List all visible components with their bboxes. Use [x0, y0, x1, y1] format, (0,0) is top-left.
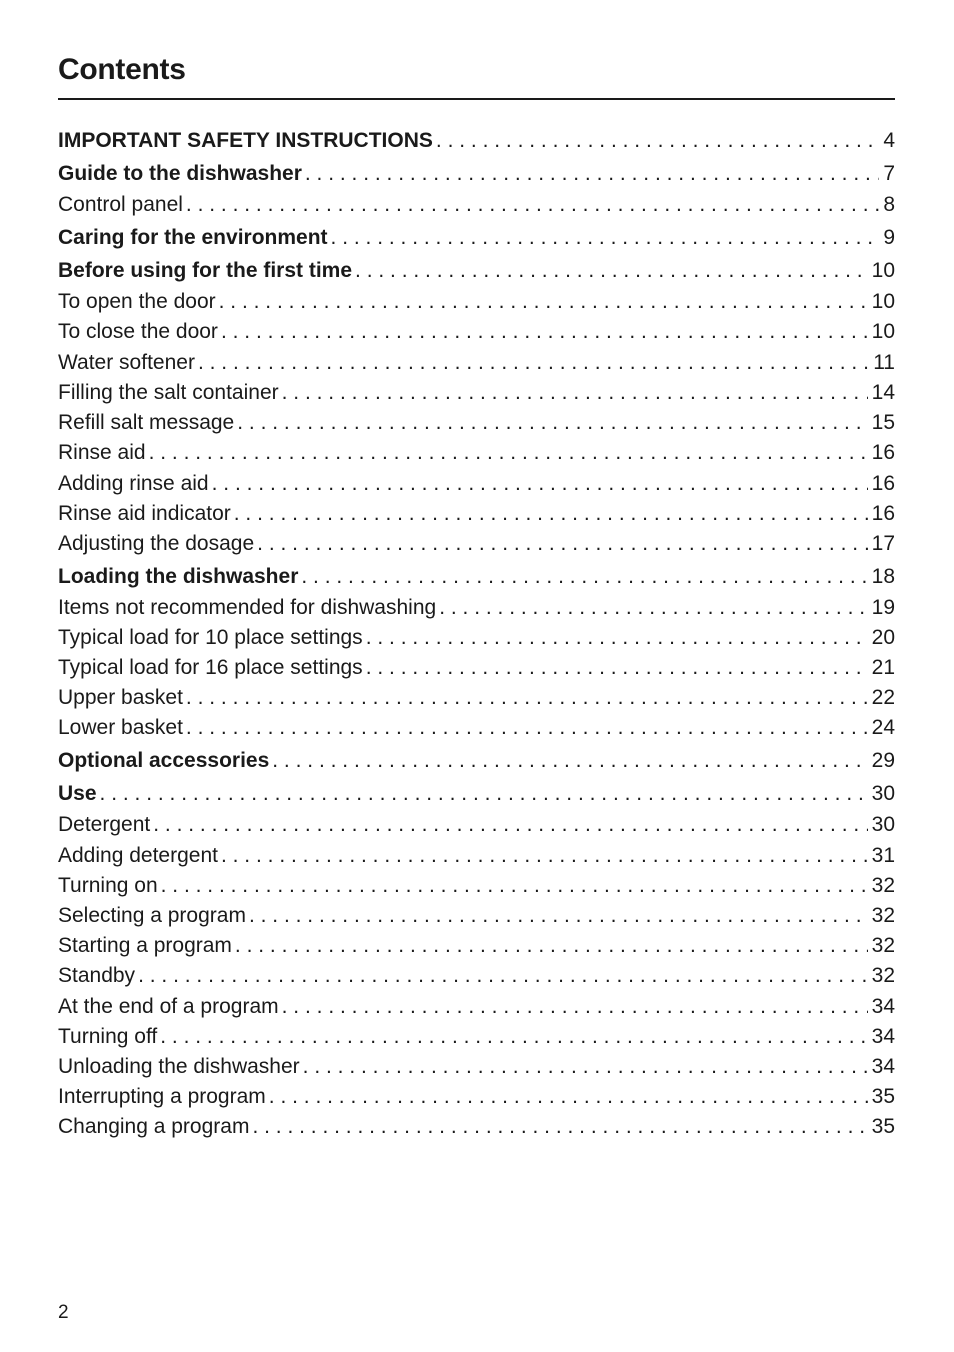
toc-entry[interactable]	[58, 469, 895, 499]
toc-entry-label: At the end of a program	[58, 995, 279, 1018]
dot-leader	[234, 499, 868, 529]
dot-leader	[303, 1052, 868, 1082]
toc-entry-label: Typical load for 16 place settings	[58, 656, 363, 679]
toc-entry-page: 19	[871, 596, 895, 619]
toc-entry-label: Selecting a program	[58, 904, 246, 927]
dot-leader	[355, 256, 868, 286]
toc-entry-page: 18	[871, 565, 895, 588]
toc-entry[interactable]	[58, 1082, 895, 1112]
toc-entry-page: 32	[871, 904, 895, 927]
dot-leader	[221, 841, 868, 871]
toc-entry-page: 9	[883, 226, 895, 249]
dot-leader	[186, 190, 879, 220]
toc-entry[interactable]	[58, 348, 895, 378]
toc-entry[interactable]	[58, 159, 895, 189]
toc-entry-label: Control panel	[58, 193, 183, 216]
toc-entry-page: 10	[871, 320, 895, 343]
toc-entry[interactable]	[58, 746, 895, 776]
toc-entry[interactable]	[58, 1022, 895, 1052]
dot-leader	[331, 223, 880, 253]
toc-entry-label: To open the door	[58, 290, 216, 313]
toc-entry-page: 16	[871, 441, 895, 464]
toc-entry-page: 21	[871, 656, 895, 679]
toc-entry[interactable]	[58, 256, 895, 286]
toc-entry-page: 17	[871, 532, 895, 555]
dot-leader	[366, 623, 868, 653]
toc-entry-page: 24	[871, 716, 895, 739]
dot-leader	[198, 348, 869, 378]
dot-leader	[439, 593, 867, 623]
toc-entry-label: Adjusting the dosage	[58, 532, 255, 555]
toc-entry-label: Loading the dishwasher	[58, 565, 299, 588]
dot-leader	[138, 961, 868, 991]
toc-entry-page: 35	[871, 1085, 895, 1108]
dot-leader	[301, 562, 867, 592]
toc-entry[interactable]	[58, 1112, 895, 1142]
page-number: 2	[58, 1302, 69, 1323]
dot-leader	[269, 1082, 868, 1112]
toc-entry-page: 8	[883, 193, 895, 216]
toc-entry-label: Lower basket	[58, 716, 183, 739]
toc-entry[interactable]	[58, 931, 895, 961]
dot-leader	[149, 438, 868, 468]
dot-leader	[153, 810, 867, 840]
toc-entry[interactable]	[58, 841, 895, 871]
dot-leader	[249, 901, 868, 931]
title-divider	[58, 98, 895, 100]
dot-leader	[305, 159, 879, 189]
toc-entry-label: Filling the salt container	[58, 381, 279, 404]
toc-entry[interactable]	[58, 713, 895, 743]
dot-leader	[219, 287, 868, 317]
toc-entry-page: 34	[871, 995, 895, 1018]
dot-leader	[161, 871, 868, 901]
toc-entry-page: 14	[871, 381, 895, 404]
toc-entry[interactable]	[58, 683, 895, 713]
dot-leader	[221, 317, 868, 347]
dot-leader	[100, 779, 868, 809]
dot-leader	[186, 683, 868, 713]
toc-entry-page: 31	[871, 844, 895, 867]
toc-entry-page: 15	[871, 411, 895, 434]
toc-entry-label: Guide to the dishwasher	[58, 162, 302, 185]
toc-entry[interactable]	[58, 529, 895, 559]
toc-entry-label: IMPORTANT SAFETY INSTRUCTIONS	[58, 129, 433, 152]
toc-entry-label: Caring for the environment	[58, 226, 328, 249]
toc-entry-page: 20	[871, 626, 895, 649]
toc-entry[interactable]	[58, 1052, 895, 1082]
toc-entry-label: Unloading the dishwasher	[58, 1055, 300, 1078]
toc-entry-label: Changing a program	[58, 1115, 250, 1138]
toc-entry-label: Rinse aid indicator	[58, 502, 231, 525]
toc-entry-label: Starting a program	[58, 934, 232, 957]
toc-entry-label: Turning on	[58, 874, 158, 897]
toc-entry-page: 30	[871, 782, 895, 805]
toc-entry-page: 35	[871, 1115, 895, 1138]
toc-entry[interactable]	[58, 871, 895, 901]
toc-entry-page: 10	[871, 290, 895, 313]
dot-leader	[282, 378, 868, 408]
toc-entry-label: Interrupting a program	[58, 1085, 266, 1108]
toc-entry[interactable]	[58, 499, 895, 529]
toc-entry-label: Turning off	[58, 1025, 158, 1048]
toc-entry-label: Typical load for 10 place settings	[58, 626, 363, 649]
dot-leader	[160, 1022, 867, 1052]
toc-entry[interactable]	[58, 408, 895, 438]
toc-entry-label: Adding rinse aid	[58, 472, 209, 495]
toc-entry-page: 32	[871, 964, 895, 987]
toc-entry-label: Upper basket	[58, 686, 183, 709]
toc-entry[interactable]	[58, 961, 895, 991]
toc-entry-page: 16	[871, 502, 895, 525]
page-title: Contents	[58, 53, 186, 86]
toc-entry[interactable]	[58, 126, 895, 156]
toc-entry-page: 16	[871, 472, 895, 495]
toc-entry[interactable]	[58, 190, 895, 220]
dot-leader	[212, 469, 868, 499]
dot-leader	[237, 408, 867, 438]
toc-entry-page: 22	[871, 686, 895, 709]
toc-entry-label: Before using for the first time	[58, 259, 353, 282]
toc-entry-page: 32	[871, 934, 895, 957]
toc-entry-label: Items not recommended for dishwashing	[58, 596, 437, 619]
toc-entry[interactable]	[58, 438, 895, 468]
toc-entry-page: 10	[871, 259, 895, 282]
toc-entry[interactable]	[58, 378, 895, 408]
dot-leader	[235, 931, 868, 961]
toc-entry[interactable]	[58, 653, 895, 683]
toc-entry-page: 34	[871, 1055, 895, 1078]
toc-entry[interactable]	[58, 810, 895, 840]
dot-leader	[257, 529, 867, 559]
toc-entry[interactable]	[58, 562, 895, 592]
toc-entry-label: Use	[58, 782, 97, 805]
toc-entry-label: Detergent	[58, 813, 151, 836]
toc-entry[interactable]	[58, 992, 895, 1022]
toc-entry[interactable]	[58, 779, 895, 809]
toc-entry[interactable]	[58, 317, 895, 347]
dot-leader	[282, 992, 868, 1022]
toc-entry[interactable]	[58, 223, 895, 253]
toc-entry-label: Standby	[58, 964, 136, 987]
toc-entry-label: To close the door	[58, 320, 218, 343]
toc-entry-page: 4	[883, 129, 895, 152]
toc-entry-label: Rinse aid	[58, 441, 146, 464]
dot-leader	[366, 653, 868, 683]
dot-leader	[436, 126, 879, 156]
dot-leader	[272, 746, 867, 776]
toc-entry[interactable]	[58, 901, 895, 931]
dot-leader	[252, 1112, 867, 1142]
toc-entry-label: Adding detergent	[58, 844, 218, 867]
toc-entry-page: 29	[871, 749, 895, 772]
toc-entry-label: Optional accessories	[58, 749, 270, 772]
toc-entry[interactable]	[58, 593, 895, 623]
toc-entry-page: 7	[883, 162, 895, 185]
toc-entry-page: 34	[871, 1025, 895, 1048]
toc-entry-label: Refill salt message	[58, 411, 235, 434]
toc-entry-page: 11	[873, 351, 895, 374]
toc-entry-page: 30	[871, 813, 895, 836]
dot-leader	[186, 713, 868, 743]
toc-entry-label: Water softener	[58, 351, 195, 374]
toc-entry[interactable]	[58, 287, 895, 317]
toc-entry-page: 32	[871, 874, 895, 897]
toc-entry[interactable]	[58, 623, 895, 653]
